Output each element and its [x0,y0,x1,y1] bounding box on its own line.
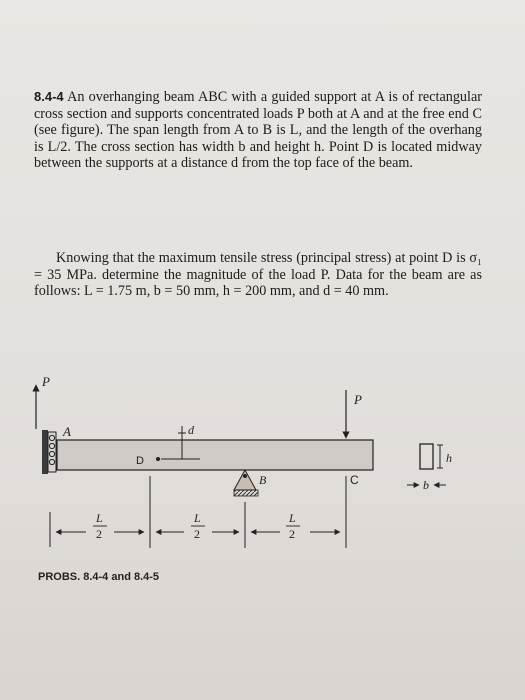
problem-number: 8.4-4 [34,89,64,104]
dim-label-2 [191,511,205,541]
dim-3-numerator: L [289,511,296,525]
dim-h-label: h [446,451,452,465]
load-label-c: P [354,392,362,407]
problem-question: Knowing that the maximum tensile stress (principal stress) at point D is σ₁ = 35 MPa. determine the magnitude of the load P. Data for the beam are as follows: L = 1.75 m, b = 50 mm, h = 200 mm, and d = 40 mm. [34,250,482,300]
problem-statement-text: An overhanging beam ABC with a guided support at A is of rectangular cross section and supports concentrated loads P both at A and at the free end C (see figure). The span length from A to B is L, and the length of the overhang is L/2. The cross section has width b and height h. Point D is located midway between the supports at a distance d from the top face of the beam. [34,89,482,172]
dim-d-label: d [188,423,194,437]
point-c-label: C [350,473,359,487]
dim-1-numerator: L [96,511,103,525]
point-d-label: D [136,455,144,467]
beam-figure [30,372,500,587]
figure-caption: PROBS. 8.4-4 and 8.4-5 [38,571,160,583]
guided-support-a [42,430,56,474]
point-b-label: B [259,473,267,487]
point-d-marker [156,457,160,461]
pin-support-b [234,470,258,496]
dim-b-label: b [423,478,429,492]
dim-2-denominator: 2 [194,527,200,541]
point-a-label: A [63,424,71,439]
dim-1-denominator: 2 [96,527,102,541]
dim-label-3 [286,511,300,541]
problem-statement [34,89,482,172]
cross-section [420,444,433,469]
dim-label-1 [93,511,107,541]
dim-3-denominator: 2 [289,527,295,541]
load-label-a: P [42,374,50,389]
beam [57,440,373,470]
dim-2-numerator: L [194,511,201,525]
